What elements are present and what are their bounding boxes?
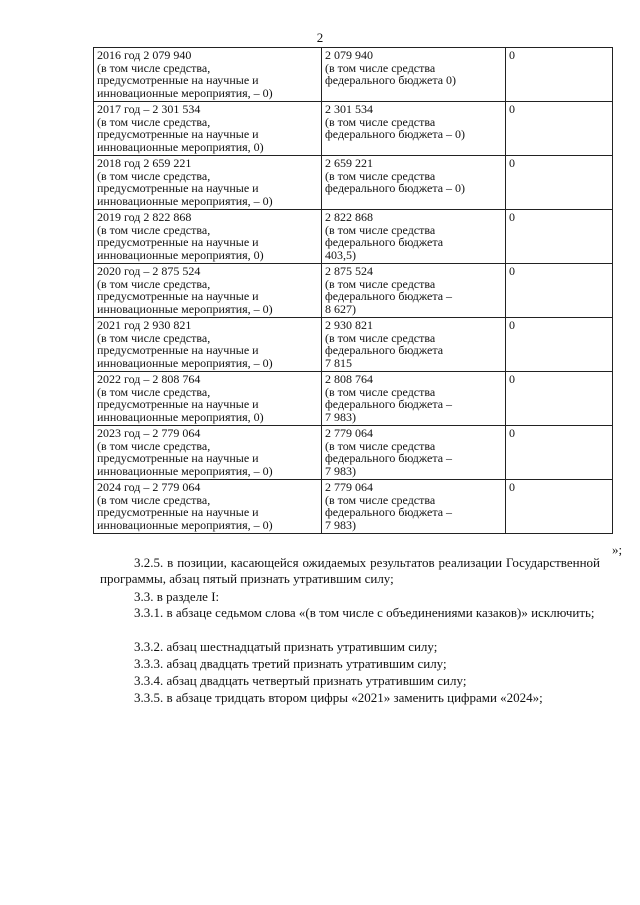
cell-line: 2 301 534 xyxy=(325,102,373,116)
cell-line: (в том числе средства xyxy=(325,330,436,345)
cell-line: (в том числе средства xyxy=(325,438,436,453)
cell-line: (в том числе средства, xyxy=(97,60,211,75)
cell-line: 2 659 221 xyxy=(325,156,373,170)
cell-line: 0 xyxy=(509,156,515,170)
table-row xyxy=(94,102,613,156)
cell-line: (в том числе средства xyxy=(325,168,436,183)
paragraph-3-3-4: 3.3.4. абзац двадцать четвертый признать утратившим силу; xyxy=(134,673,467,688)
table-row xyxy=(94,210,613,264)
other-sources-cell xyxy=(506,156,613,210)
cell-line: 2024 год – 2 779 064 xyxy=(97,480,201,494)
cell-line: (в том числе средства xyxy=(325,276,436,291)
table-row xyxy=(94,318,613,372)
paragraph-3-3: 3.3. в разделе I: xyxy=(134,589,220,604)
year-total-cell xyxy=(94,318,322,372)
cell-line: 403,5) xyxy=(325,247,356,262)
year-total-cell xyxy=(94,156,322,210)
year-total-cell xyxy=(94,210,322,264)
cell-line: 0 xyxy=(509,264,515,278)
cell-line: 2 875 524 xyxy=(325,264,373,278)
cell-line: 7 815 xyxy=(325,355,352,370)
cell-line: (в том числе средства, xyxy=(97,384,211,399)
cell-line: 7 983) xyxy=(325,517,356,532)
year-total-cell xyxy=(94,372,322,426)
table-row xyxy=(94,264,613,318)
cell-line: 2022 год – 2 808 764 xyxy=(97,372,201,386)
cell-line: 2018 год 2 659 221 xyxy=(97,156,192,170)
cell-line: федерального бюджета – xyxy=(325,505,453,519)
cell-line: предусмотренные на научные и xyxy=(97,505,259,519)
cell-line: (в том числе средства, xyxy=(97,330,211,345)
cell-line: инновационные мероприятия, 0) xyxy=(97,139,264,154)
cell-line: федерального бюджета xyxy=(325,343,444,357)
cell-line: 2020 год – 2 875 524 xyxy=(97,264,201,278)
paragraph-3-3-5: 3.3.5. в абзаце тридцать втором цифры «2021» заменить цифрами «2024»; xyxy=(134,690,543,705)
cell-line: инновационные мероприятия, – 0) xyxy=(97,517,273,532)
table-row xyxy=(94,480,613,534)
cell-line: (в том числе средства, xyxy=(97,222,211,237)
year-total-cell xyxy=(94,48,322,102)
paragraph-3-3-3: 3.3.3. абзац двадцать третий признать утратившим силу; xyxy=(134,656,447,671)
cell-line: федерального бюджета – xyxy=(325,451,453,465)
year-total-cell xyxy=(94,102,322,156)
cell-line: 2021 год 2 930 821 xyxy=(97,318,192,332)
cell-line: инновационные мероприятия, – 0) xyxy=(97,85,273,100)
other-sources-cell xyxy=(506,264,613,318)
cell-line: 2 779 064 xyxy=(325,480,373,494)
table-row xyxy=(94,48,613,102)
cell-line: (в том числе средства, xyxy=(97,276,211,291)
paragraph-3-2-5: 3.2.5. в позиции, касающейся ожидаемых результатов реализации Государственной программы, абзац пятый признать утратившим силу; xyxy=(100,555,600,586)
page-number: 2 xyxy=(316,30,324,45)
budget-table xyxy=(93,47,613,534)
other-sources-cell xyxy=(506,102,613,156)
cell-line: предусмотренные на научные и xyxy=(97,235,259,249)
cell-line: (в том числе средства xyxy=(325,114,436,129)
federal-budget-cell xyxy=(322,318,506,372)
federal-budget-cell xyxy=(322,372,506,426)
federal-budget-cell xyxy=(322,156,506,210)
paragraph-3-3-2: 3.3.2. абзац шестнадцатый признать утратившим силу; xyxy=(134,639,438,654)
cell-line: 2016 год 2 079 940 xyxy=(97,48,192,62)
paragraph-3-3-1: 3.3.1. в абзаце седьмом слова «(в том числе с объединениями казаков)» исключить; xyxy=(134,605,595,620)
cell-line: инновационные мероприятия, – 0) xyxy=(97,301,273,316)
cell-line: (в том числе средства xyxy=(325,384,436,399)
other-sources-cell xyxy=(506,480,613,534)
year-total-cell xyxy=(94,480,322,534)
cell-line: 2019 год 2 822 868 xyxy=(97,210,192,224)
cell-line: предусмотренные на научные и xyxy=(97,451,259,465)
cell-line: 2 822 868 xyxy=(325,210,373,224)
budget-table-body xyxy=(94,48,613,534)
cell-line: 0 xyxy=(509,102,515,116)
cell-line: инновационные мероприятия, 0) xyxy=(97,409,264,424)
cell-line: (в том числе средства, xyxy=(97,168,211,183)
cell-line: 2017 год – 2 301 534 xyxy=(97,102,201,116)
cell-line: 0 xyxy=(509,210,515,224)
cell-line: (в том числе средства, xyxy=(97,492,211,507)
cell-line: инновационные мероприятия, 0) xyxy=(97,247,264,262)
cell-line: (в том числе средства xyxy=(325,492,436,507)
cell-line: предусмотренные на научные и xyxy=(97,73,259,87)
cell-line: 2023 год – 2 779 064 xyxy=(97,426,201,440)
cell-line: 7 983) xyxy=(325,463,356,478)
cell-line: федерального бюджета – xyxy=(325,289,453,303)
cell-line: (в том числе средства, xyxy=(97,438,211,453)
cell-line: инновационные мероприятия, – 0) xyxy=(97,193,273,208)
cell-line: 2 930 821 xyxy=(325,318,373,332)
cell-line: федерального бюджета – xyxy=(325,397,453,411)
cell-line: 2 079 940 xyxy=(325,48,373,62)
other-sources-cell xyxy=(506,48,613,102)
cell-line: федерального бюджета xyxy=(325,235,444,249)
other-sources-cell xyxy=(506,426,613,480)
cell-line: 0 xyxy=(509,318,515,332)
cell-line: (в том числе средства, xyxy=(97,114,211,129)
cell-line: (в том числе средства xyxy=(325,60,436,75)
table-row xyxy=(94,156,613,210)
other-sources-cell xyxy=(506,210,613,264)
federal-budget-cell xyxy=(322,264,506,318)
federal-budget-cell xyxy=(322,426,506,480)
cell-line: (в том числе средства xyxy=(325,222,436,237)
federal-budget-cell xyxy=(322,102,506,156)
cell-line: 2 808 764 xyxy=(325,372,373,386)
cell-line: 0 xyxy=(509,372,515,386)
closing-quote: »; xyxy=(612,542,623,557)
federal-budget-cell xyxy=(322,480,506,534)
federal-budget-cell xyxy=(322,210,506,264)
cell-line: 2 779 064 xyxy=(325,426,373,440)
cell-line: федерального бюджета – 0) xyxy=(325,127,466,141)
table-row xyxy=(94,372,613,426)
cell-line: инновационные мероприятия, – 0) xyxy=(97,355,273,370)
year-total-cell xyxy=(94,264,322,318)
cell-line: федерального бюджета 0) xyxy=(325,73,457,87)
cell-line: 7 983) xyxy=(325,409,356,424)
other-sources-cell xyxy=(506,318,613,372)
year-total-cell xyxy=(94,426,322,480)
cell-line: 0 xyxy=(509,480,515,494)
other-sources-cell xyxy=(506,372,613,426)
cell-line: предусмотренные на научные и xyxy=(97,127,259,141)
cell-line: предусмотренные на научные и xyxy=(97,397,259,411)
cell-line: 0 xyxy=(509,48,515,62)
cell-line: предусмотренные на научные и xyxy=(97,181,259,195)
federal-budget-cell xyxy=(322,48,506,102)
cell-line: федерального бюджета – 0) xyxy=(325,181,466,195)
cell-line: 0 xyxy=(509,426,515,440)
table-row xyxy=(94,426,613,480)
cell-line: инновационные мероприятия, – 0) xyxy=(97,463,273,478)
cell-line: 8 627) xyxy=(325,301,356,316)
cell-line: предусмотренные на научные и xyxy=(97,343,259,357)
cell-line: предусмотренные на научные и xyxy=(97,289,259,303)
